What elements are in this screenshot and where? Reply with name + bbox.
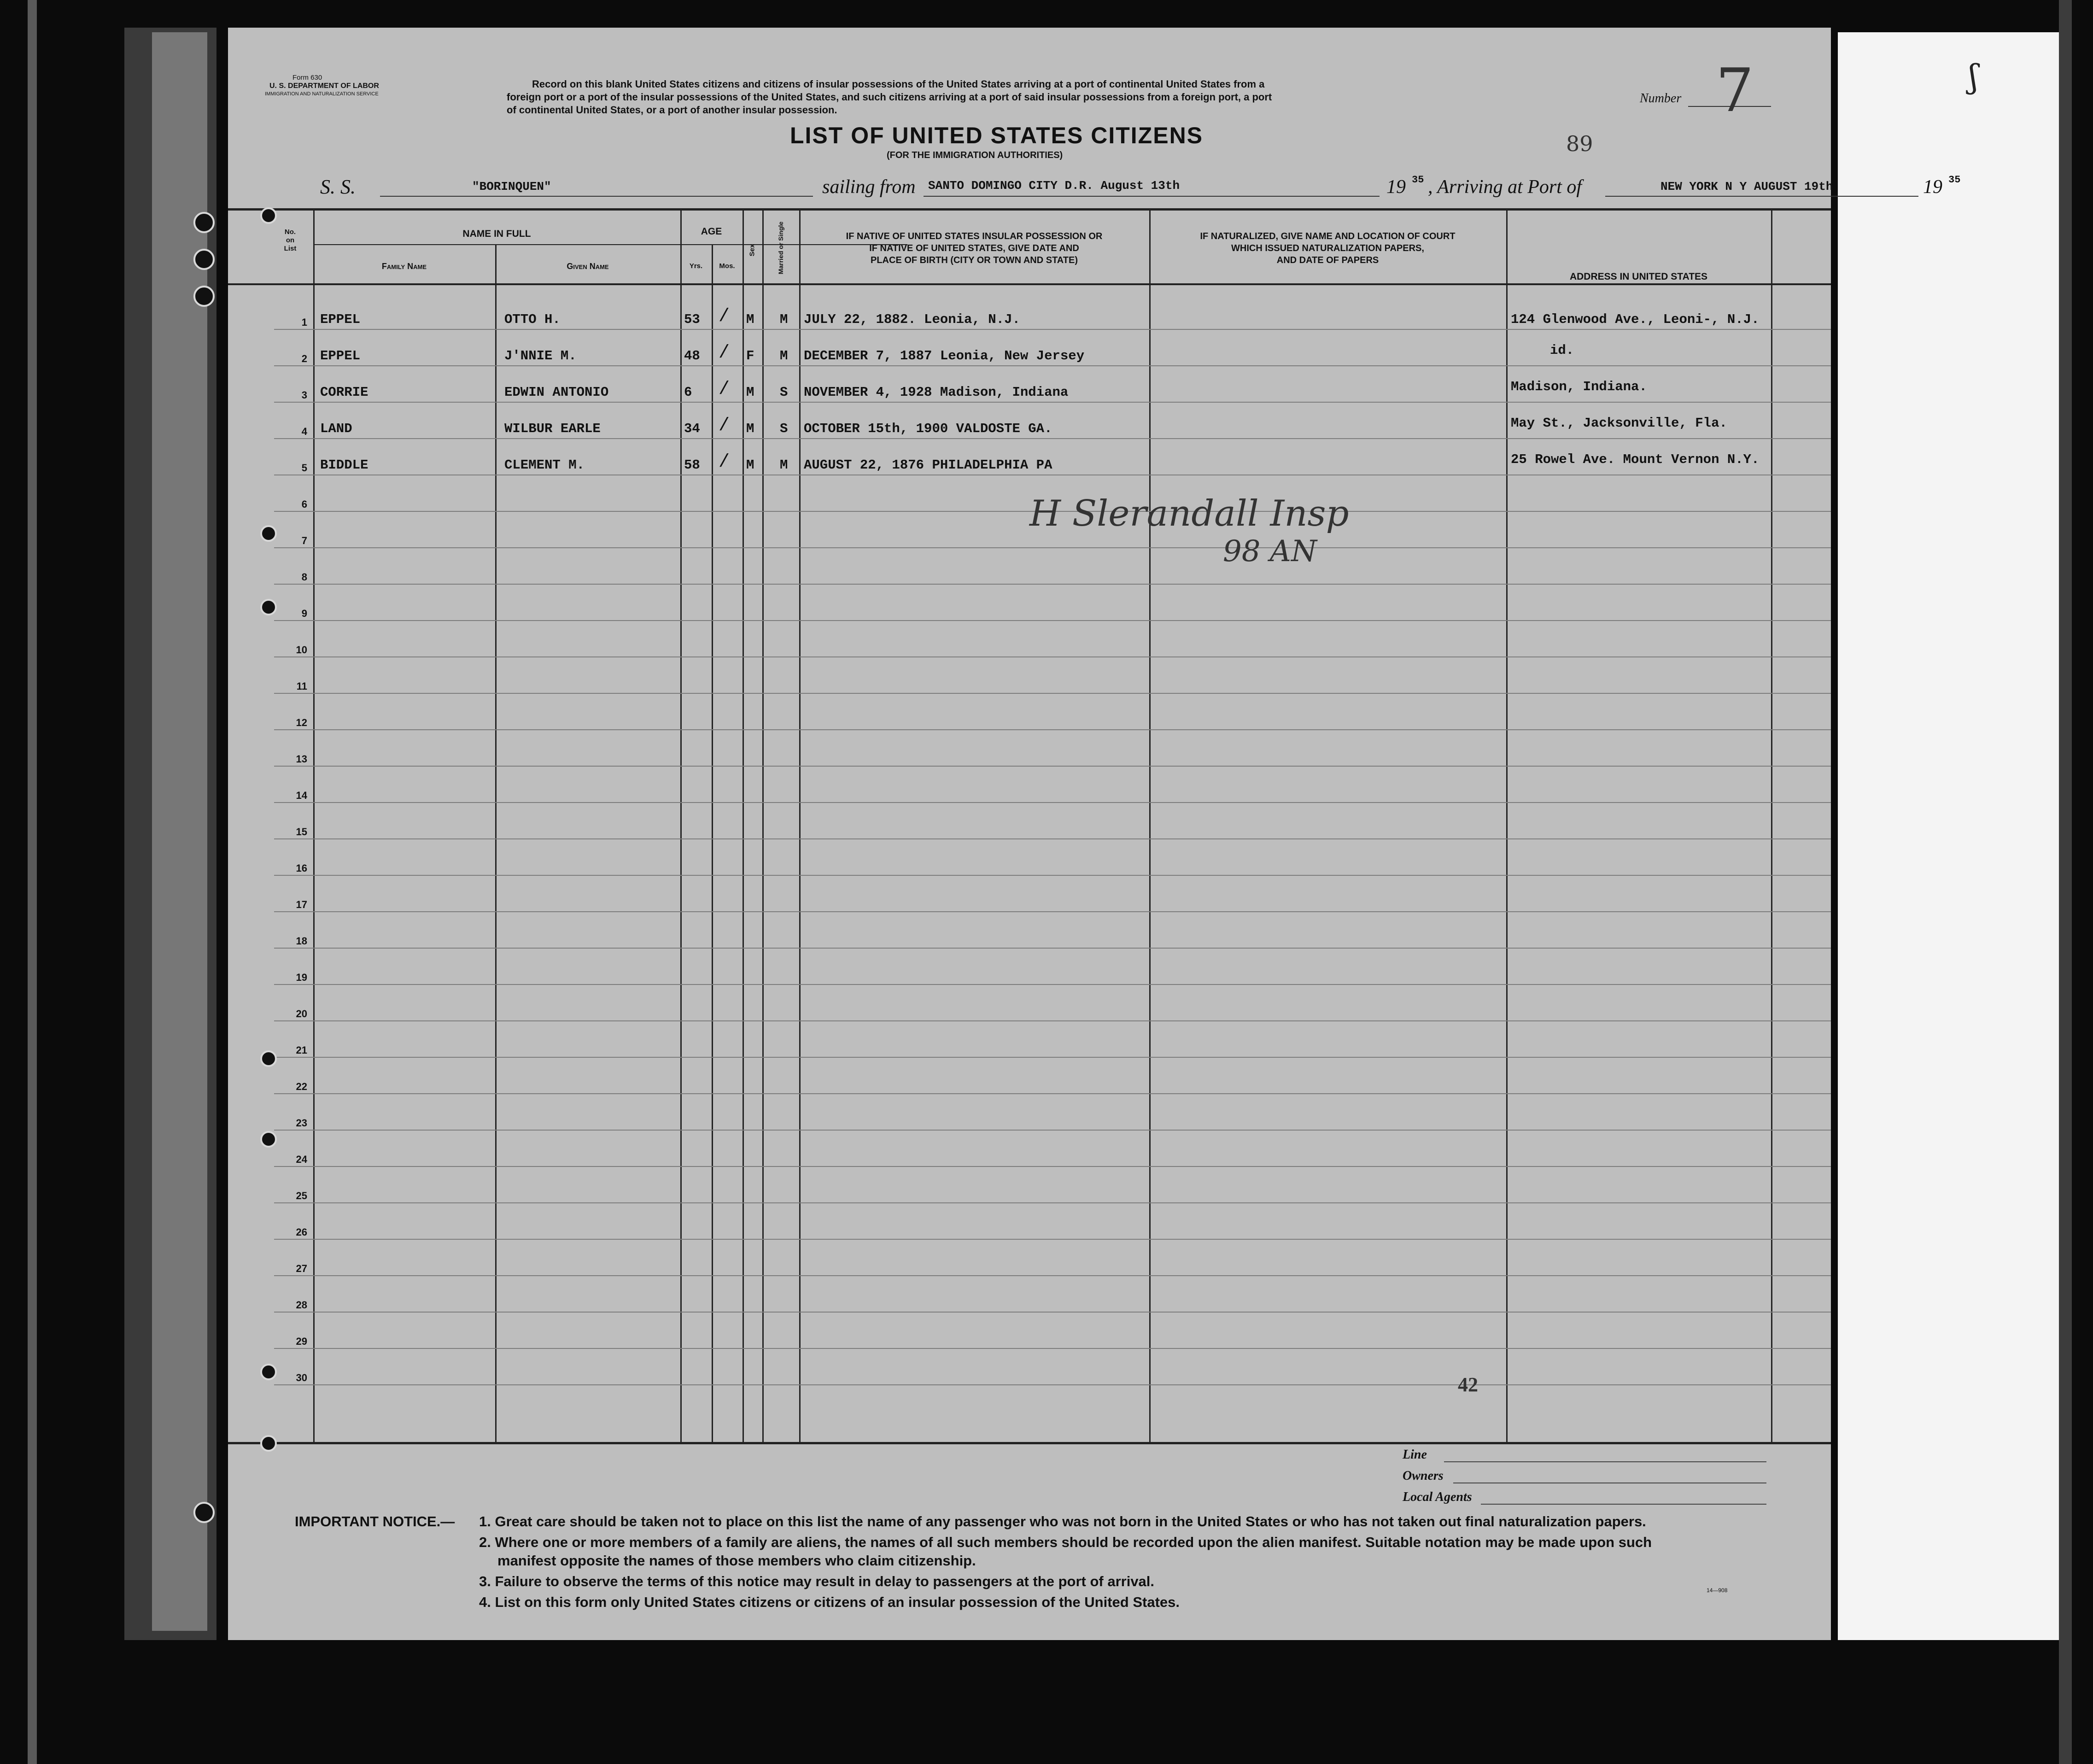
table-top-rule [228,208,1831,211]
marital-status-cell: M [780,348,788,363]
col-rule [680,210,682,1444]
row-rule [274,1130,1831,1131]
col-rule [742,210,744,1444]
row-rule [274,438,1831,439]
page-hole [260,599,277,615]
row-number: 24 [296,1154,307,1165]
notice-2-cont: manifest opposite the names of those members who claim citizenship. [497,1553,976,1569]
instruction-line-1: Record on this blank United States citizens and citizens of insular possessions of the United States arriving at a port of continental United States from a [532,78,1265,90]
stamp-number: 42 [1458,1373,1478,1396]
age-years-cell: 6 [684,385,692,400]
adjacent-sheet-mark: ʃ [1969,58,1978,95]
page-hole [260,525,277,542]
age-months-cell: / [719,306,730,327]
notice-heading: IMPORTANT NOTICE.— [295,1513,455,1530]
row-rule [274,911,1831,912]
row-number: 1 [301,316,307,328]
number-value: 7 [1716,55,1754,125]
row-rule [274,1093,1831,1094]
ship-underline [380,196,813,197]
to-underline [1605,196,1918,197]
handwritten-note: 98 AN [1223,534,1317,568]
inspector-signature: H Slerandall Insp [1029,493,1349,534]
binder-edge [28,0,37,1764]
col-rule [313,210,315,1444]
row-rule [274,729,1831,730]
ship-name: "BORINQUEN" [472,180,551,193]
row-number: 22 [296,1081,307,1092]
row-number: 27 [296,1263,307,1274]
department: U. S. DEPARTMENT OF LABOR [269,82,379,90]
age-years-cell: 58 [684,457,700,473]
sex-cell: M [746,457,754,473]
notice-4: 4. List on this form only United States citizens or citizens of an insular possession of the United States. [479,1594,1180,1610]
header-mos: Mos. [719,262,735,270]
row-rule [274,802,1831,803]
given-name-cell: CLEMENT M. [504,457,585,473]
row-number: 13 [296,753,307,765]
address-cell: 124 Glenwood Ave., Leoni-, N.J. [1511,312,1760,327]
row-rule [274,984,1831,985]
from-underline [924,196,1380,197]
header-age: AGE [701,226,722,237]
owners-label: Owners [1403,1469,1444,1483]
row-number: 26 [296,1226,307,1238]
row-rule [274,620,1831,621]
arriving-label: , Arriving at Port of [1428,176,1582,198]
birth-cell: NOVEMBER 4, 1928 Madison, Indiana [804,385,1069,400]
binder-hole [193,212,215,233]
marital-status-cell: S [780,421,788,436]
page-hole [260,1131,277,1148]
row-number: 17 [296,899,307,910]
row-rule [274,402,1831,403]
line-label: Line [1403,1448,1427,1462]
age-years-cell: 53 [684,312,700,327]
form-number: Form 630 [292,74,322,82]
row-number: 8 [301,571,307,583]
agents-underline [1481,1504,1766,1505]
age-years-cell: 34 [684,421,700,436]
age-months-cell: / [719,343,730,363]
row-rule [274,838,1831,839]
col-rule [762,210,764,1444]
address-cell: id. [1550,343,1574,358]
service: IMMIGRATION AND NATURALIZATION SERVICE [265,91,379,97]
row-rule [274,1239,1831,1240]
page-hole [260,207,277,224]
header-no: No. on List [284,228,297,252]
page-subtitle: (FOR THE IMMIGRATION AUTHORITIES) [887,150,1063,160]
birth-cell: JULY 22, 1882. Leonia, N.J. [804,312,1020,327]
sailing-from: SANTO DOMINGO CITY D.R. August 13th [928,179,1180,193]
row-number: 7 [301,535,307,546]
header-address: ADDRESS IN UNITED STATES [1569,271,1708,282]
table-header-rule [228,283,1831,285]
row-rule [274,1275,1831,1276]
row-number: 25 [296,1190,307,1201]
header-sex: Sex [748,244,756,257]
row-number: 29 [296,1336,307,1347]
sex-cell: M [746,312,754,327]
row-number: 20 [296,1008,307,1020]
row-number: 11 [296,680,307,692]
row-number: 15 [296,826,307,838]
line-underline [1444,1461,1766,1462]
address-cell: 25 Rowel Ave. Mount Vernon N.Y. [1511,452,1760,467]
marital-status-cell: M [780,457,788,473]
year-suffix-2: 35 [1948,174,1961,186]
header-naturalized: IF NATURALIZED, GIVE NAME AND LOCATION OF COURT WHICH ISSUED NATURALIZATION PAPERS, AND DATE OF PAPERS [1200,231,1456,265]
row-rule [274,1202,1831,1203]
col-rule [495,244,497,1444]
age-years-cell: 48 [684,348,700,363]
binder-edge [2059,0,2072,1764]
row-rule [274,547,1831,548]
row-number: 30 [296,1372,307,1383]
given-name-cell: J'NNIE M. [504,348,577,363]
binder-hole [193,1502,215,1523]
birth-cell: AUGUST 22, 1876 PHILADELPHIA PA [804,457,1052,473]
family-name-cell: BIDDLE [320,457,368,473]
row-number: 16 [296,862,307,874]
agents-label: Local Agents [1403,1490,1472,1504]
binder-hole [193,249,215,270]
row-rule [274,875,1831,876]
page-hole [260,1435,277,1452]
header-family-name: Family Name [381,262,427,271]
year-prefix-1: 19 [1386,176,1406,198]
row-rule [274,1348,1831,1349]
sailing-label: sailing from [822,176,916,198]
col-rule [1149,210,1151,1444]
binder-edge [152,32,207,1631]
row-number: 10 [296,644,307,656]
row-number: 9 [301,608,307,619]
birth-cell: OCTOBER 15th, 1900 VALDOSTE GA. [804,421,1052,436]
header-given-name: Given Name [567,262,609,271]
manifest-page [228,28,1961,1640]
year-prefix-2: 19 [1923,176,1942,198]
marital-status-cell: M [780,312,788,327]
family-name-cell: LAND [320,421,352,436]
row-rule [274,1057,1831,1058]
row-rule [274,584,1831,585]
number-label: Number [1640,91,1682,105]
row-number: 19 [296,972,307,983]
sex-cell: F [746,348,754,363]
age-months-cell: / [719,452,730,473]
family-name-cell: EPPEL [320,312,361,327]
notice-3: 3. Failure to observe the terms of this notice may result in delay to passengers at the port of arrival. [479,1573,1155,1589]
row-rule [274,365,1831,366]
side-number: 89 [1566,131,1593,156]
row-rule [274,1312,1831,1313]
binder-hole [193,286,215,307]
birth-cell: DECEMBER 7, 1887 Leonia, New Jersey [804,348,1085,363]
col-rule [712,244,713,1444]
address-cell: May St., Jacksonville, Fla. [1511,416,1727,431]
header-marital: Married or Single [777,221,784,275]
table-bottom-rule [228,1442,1831,1444]
row-rule [274,1384,1831,1385]
row-number: 21 [296,1044,307,1056]
row-number: 28 [296,1299,307,1311]
family-name-cell: CORRIE [320,385,368,400]
instruction-line-3: of continental United States, or a port of another insular possession. [507,104,837,116]
notice-1: 1. Great care should be taken not to place on this list the name of any passenger who was not born in the United States or who has not taken out final naturalization papers. [479,1513,1646,1530]
row-number: 5 [301,462,307,474]
page-hole [260,1050,277,1067]
given-name-cell: EDWIN ANTONIO [504,385,609,400]
row-number: 14 [296,790,307,801]
row-number: 23 [296,1117,307,1129]
row-number: 3 [301,389,307,401]
row-rule [274,948,1831,949]
instruction-line-2: foreign port or a port of the insular possessions of the United States, and such citizens arriving at a port of said insular possessions from a foreign port, a port [507,91,1272,103]
row-rule [274,329,1831,330]
year-suffix-1: 35 [1412,174,1424,186]
sex-cell: M [746,385,754,400]
ss-label: S. S. [320,176,356,198]
adjacent-sheet [1838,32,2059,1640]
row-rule [274,1166,1831,1167]
print-code: 14—908 [1707,1587,1728,1594]
page-title: LIST OF UNITED STATES CITIZENS [790,123,1204,148]
header-yrs: Yrs. [689,262,703,270]
row-number: 6 [301,498,307,510]
row-number: 4 [301,426,307,437]
page-hole [260,1364,277,1380]
row-number: 2 [301,353,307,364]
notice-2: 2. Where one or more members of a family are aliens, the names of all such members should be recorded upon the alien manifest. Suitable notation may be made upon such [479,1534,1652,1550]
given-name-cell: OTTO H. [504,312,561,327]
row-rule [274,1020,1831,1021]
row-number: 12 [296,717,307,728]
age-months-cell: / [719,416,730,436]
arriving-port: NEW YORK N Y AUGUST 19th [1660,180,1833,193]
family-name-cell: EPPEL [320,348,361,363]
header-name-in-full: NAME IN FULL [462,229,531,239]
row-number: 18 [296,935,307,947]
col-rule [1506,210,1508,1444]
row-rule [274,693,1831,694]
row-rule [274,766,1831,767]
age-months-cell: / [719,379,730,400]
col-rule [799,210,801,1444]
address-cell: Madison, Indiana. [1511,379,1647,394]
col-rule [1771,210,1772,1444]
given-name-cell: WILBUR EARLE [504,421,601,436]
header-birth: IF NATIVE OF UNITED STATES INSULAR POSSESSION OR IF NATIVE OF UNITED STATES, GIVE DATE AND PLACE OF BIRTH (CITY OR TOWN AND STATE) [846,231,1103,265]
row-rule [274,656,1831,657]
sex-cell: M [746,421,754,436]
marital-status-cell: S [780,385,788,400]
